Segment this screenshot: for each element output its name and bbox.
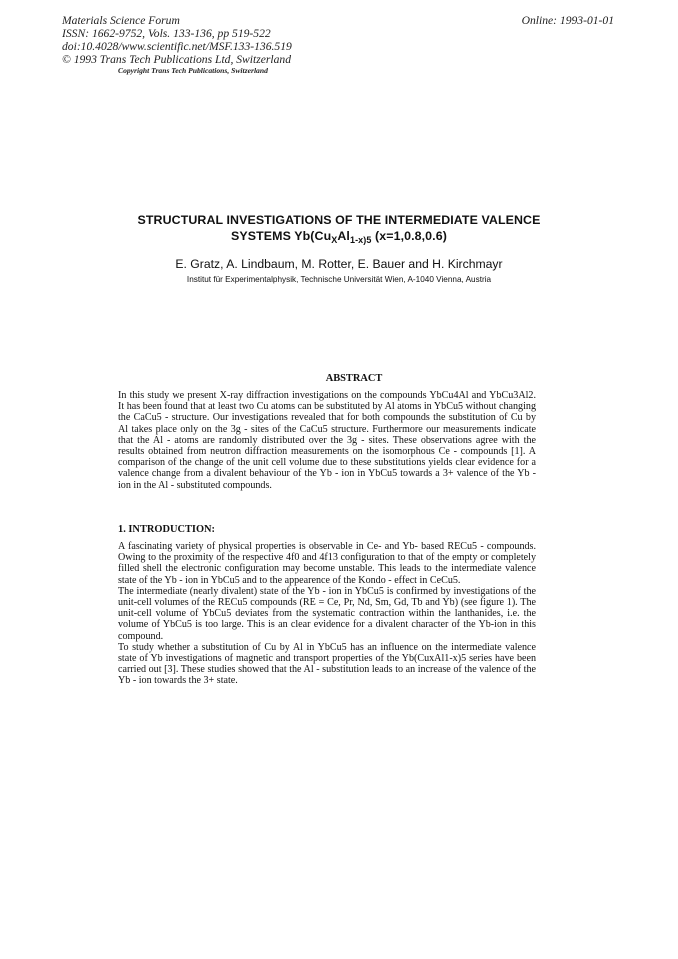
paper-title-line-1: STRUCTURAL INVESTIGATIONS OF THE INTERMEDIATE VALENCE	[137, 213, 541, 227]
abstract-body	[118, 390, 536, 491]
online-date: Online: 1993-01-01	[521, 14, 614, 27]
title-subscript: 5	[366, 235, 372, 245]
title-part: Al	[337, 229, 350, 243]
author-list: E. Gratz, A. Lindbaum, M. Rotter, E. Bauer and H. Kirchmayr	[175, 257, 503, 271]
introduction-body	[118, 541, 536, 687]
title-part: SYSTEMS Yb(Cu	[231, 229, 332, 243]
abstract-text: In this study we present X-ray diffraction investigations on the compounds YbCu4Al and YbCu3Al2. It has been found that at least two Cu atoms can be substituted by Al atoms in YbCu5 without changing the CaCu5 - structure. Our investigations revealed that for both compounds the substitution of Cu by Al takes place only on the 3g - sites of the CaCu5 structure. Furthermore our measurements indicate that the Al - atoms are randomly distributed over the 3g - sites. These observations agree with the results obtained from neutron diffraction measurements on the isomorphous Ce - compounds [1]. A comparison of the change of the unit cell volume due to these substitutions yields clear evidence for a valence change from a divalent behaviour of the Yb - ion in YbCu5 towards a 3+ valence of the Yb - ion in the Al - substituted compounds.	[118, 390, 536, 491]
publisher-line: © 1993 Trans Tech Publications Ltd, Switzerland	[62, 53, 292, 66]
abstract-heading: ABSTRACT	[325, 373, 383, 384]
intro-paragraph-3: To study whether a substitution of Cu by Al in YbCu5 has an influence on the intermediate valence state of Yb investigations of magnetic and transport properties of the Yb(CuxAl1-x)5 series have been carried out [3]. These studies showed that the Al - substitution leads to an increase of the valence of the Yb - ion towards the 3+ state.	[118, 641, 536, 687]
affiliation: Institut für Experimentalphysik, Technische Universität Wien, A-1040 Vienna, Austria	[186, 275, 492, 284]
title-part: (x=1,0.8,0.6)	[371, 229, 447, 243]
journal-name: Materials Science Forum	[62, 14, 180, 27]
intro-paragraph-2: The intermediate (nearly divalent) state of the Yb - ion in YbCu5 is confirmed by investigations of the unit-cell volumes of the RECu5 compounds (RE = Ce, Pr, Nd, Sm, Gd, Tb and Yb) (see figure 1). The unit-cell volume of YbCu5 deviates from the systematic contraction within the lanthanides, i.e. the volume of YbCu5 is too large. This is an clear evidence for a divalent character of the Yb-ion in this compound.	[118, 585, 536, 642]
paper-title-line-2	[100, 229, 578, 243]
title-subscript: X	[331, 235, 338, 245]
introduction-heading: 1. INTRODUCTION:	[118, 524, 215, 535]
issn-line: ISSN: 1662-9752, Vols. 133-136, pp 519-522	[62, 27, 271, 40]
doi-line: doi:10.4028/www.scientific.net/MSF.133-136.519	[62, 40, 292, 53]
intro-paragraph-1: A fascinating variety of physical properties is observable in Ce- and Yb- based RECu5 - compounds. Owing to the proximity of the respective 4f0 and 4f13 configuration to that of the empty or completely filled shell the electronic configuration may become unstable. This leads to the intermediate valence state of the Yb - ion in YbCu5 and to the appearence of the Kondo - effect in CeCu5.	[118, 541, 536, 586]
title-subscript: 1-x)	[349, 235, 367, 245]
copyright-notice: Copyright Trans Tech Publications, Switzerland	[118, 66, 268, 75]
